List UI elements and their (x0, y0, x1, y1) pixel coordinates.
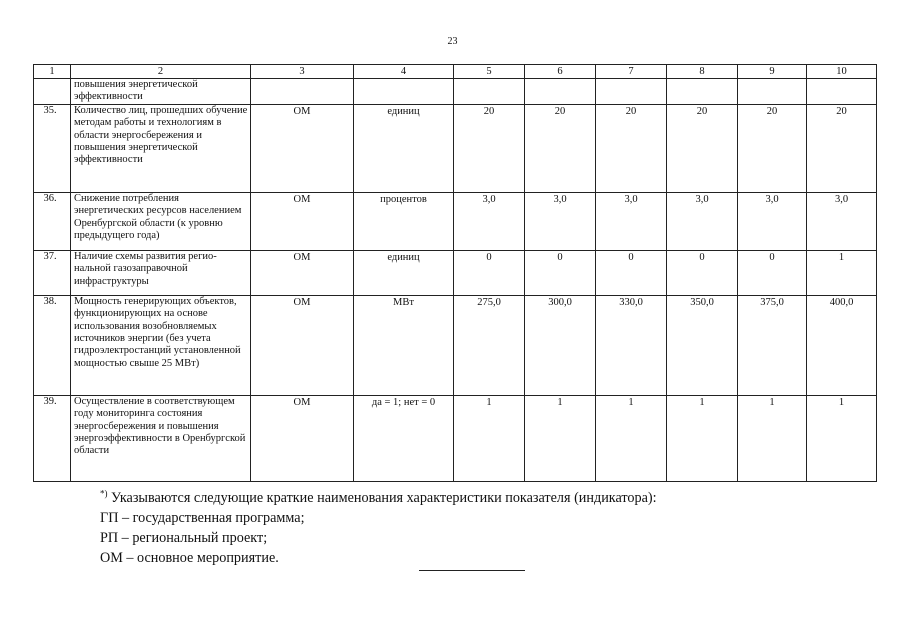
value-cell: 20 (454, 104, 525, 192)
table-row (34, 250, 877, 295)
value-cell: 3,0 (596, 192, 667, 250)
column-header: 5 (454, 65, 525, 79)
value-cell: 350,0 (667, 295, 738, 395)
column-header: 8 (667, 65, 738, 79)
table-header-row (34, 65, 877, 79)
row-number: 38. (34, 295, 71, 395)
value-cell: 275,0 (454, 295, 525, 395)
footnote-intro (100, 488, 657, 508)
value-cell: 20 (738, 104, 807, 192)
value-cell: 1 (738, 395, 807, 481)
unit: единиц (354, 250, 454, 295)
end-divider (419, 570, 525, 571)
value-cell: 0 (596, 250, 667, 295)
value-cell: 20 (525, 104, 596, 192)
value-cell: 1 (454, 395, 525, 481)
value-cell: 20 (807, 104, 877, 192)
value-cell: 20 (667, 104, 738, 192)
table-row (34, 79, 877, 105)
row-number: 39. (34, 395, 71, 481)
row-number: 36. (34, 192, 71, 250)
value-cell: 1 (807, 395, 877, 481)
indicator-name: Наличие схемы развития региональной газозаправочной инфраструктуры (71, 250, 251, 295)
value-cell (596, 79, 667, 105)
column-header: 2 (71, 65, 251, 79)
value-cell (738, 79, 807, 105)
footnote (100, 488, 657, 568)
unit: процентов (354, 192, 454, 250)
row-number: 37. (34, 250, 71, 295)
value-cell (454, 79, 525, 105)
indicator-name: Снижение потребления энергетических ресурсов населением Оренбургской области (к уровню предыдущего года) (71, 192, 251, 250)
table-row (34, 192, 877, 250)
value-cell: 330,0 (596, 295, 667, 395)
value-cell: 0 (525, 250, 596, 295)
indicator-type (251, 79, 354, 105)
value-cell: 1 (807, 250, 877, 295)
indicator-type: ОМ (251, 192, 354, 250)
unit: МВт (354, 295, 454, 395)
column-header: 9 (738, 65, 807, 79)
table-row (34, 395, 877, 481)
indicator-type: ОМ (251, 104, 354, 192)
indicator-name: Осуществление в соответствующем году мониторинга состояния энергосбережения и повышения энергоэффективности в Оренбургской области (71, 395, 251, 481)
column-header: 7 (596, 65, 667, 79)
indicators-table (33, 64, 877, 482)
indicator-name: Мощность генерирующих объектов, функционирующих на основе использования возобновляемых источников энергии (без учета гидроэлектростанций установленной мощностью свыше 25 МВт) (71, 295, 251, 395)
footnote-item: ГП – государственная программа; (100, 510, 305, 526)
column-header: 6 (525, 65, 596, 79)
row-number (34, 79, 71, 105)
column-header: 1 (34, 65, 71, 79)
value-cell: 300,0 (525, 295, 596, 395)
value-cell: 3,0 (525, 192, 596, 250)
footnote-item: РП – региональный проект; (100, 530, 268, 546)
unit: единиц (354, 104, 454, 192)
value-cell: 20 (596, 104, 667, 192)
indicator-type: ОМ (251, 295, 354, 395)
value-cell: 1 (596, 395, 667, 481)
row-number: 35. (34, 104, 71, 192)
unit (354, 79, 454, 105)
unit: да = 1; нет = 0 (354, 395, 454, 481)
value-cell (525, 79, 596, 105)
value-cell: 400,0 (807, 295, 877, 395)
footnote-intro-text: Указываются следующие краткие наименования характеристики показателя (индикатора): (111, 490, 657, 506)
indicator-type: ОМ (251, 250, 354, 295)
value-cell: 3,0 (454, 192, 525, 250)
value-cell: 1 (525, 395, 596, 481)
value-cell: 0 (738, 250, 807, 295)
value-cell: 1 (667, 395, 738, 481)
column-header: 4 (354, 65, 454, 79)
indicator-name: повышения энергетической эффективности (71, 79, 251, 105)
value-cell (667, 79, 738, 105)
value-cell: 0 (454, 250, 525, 295)
value-cell: 3,0 (667, 192, 738, 250)
column-header: 3 (251, 65, 354, 79)
value-cell: 0 (667, 250, 738, 295)
value-cell: 3,0 (807, 192, 877, 250)
footnote-item: ОМ – основное мероприятие. (100, 550, 279, 566)
table-row (34, 295, 877, 395)
page-number: 23 (447, 36, 458, 47)
footnote-mark: *) (100, 488, 108, 499)
indicator-type: ОМ (251, 395, 354, 481)
column-header: 10 (807, 65, 877, 79)
indicator-name: Количество лиц, прошедших обучение методам работы и технологиям в области энергосбережения и повышения энергетической эффективности (71, 104, 251, 192)
value-cell: 375,0 (738, 295, 807, 395)
value-cell (807, 79, 877, 105)
table-row (34, 104, 877, 192)
value-cell: 3,0 (738, 192, 807, 250)
